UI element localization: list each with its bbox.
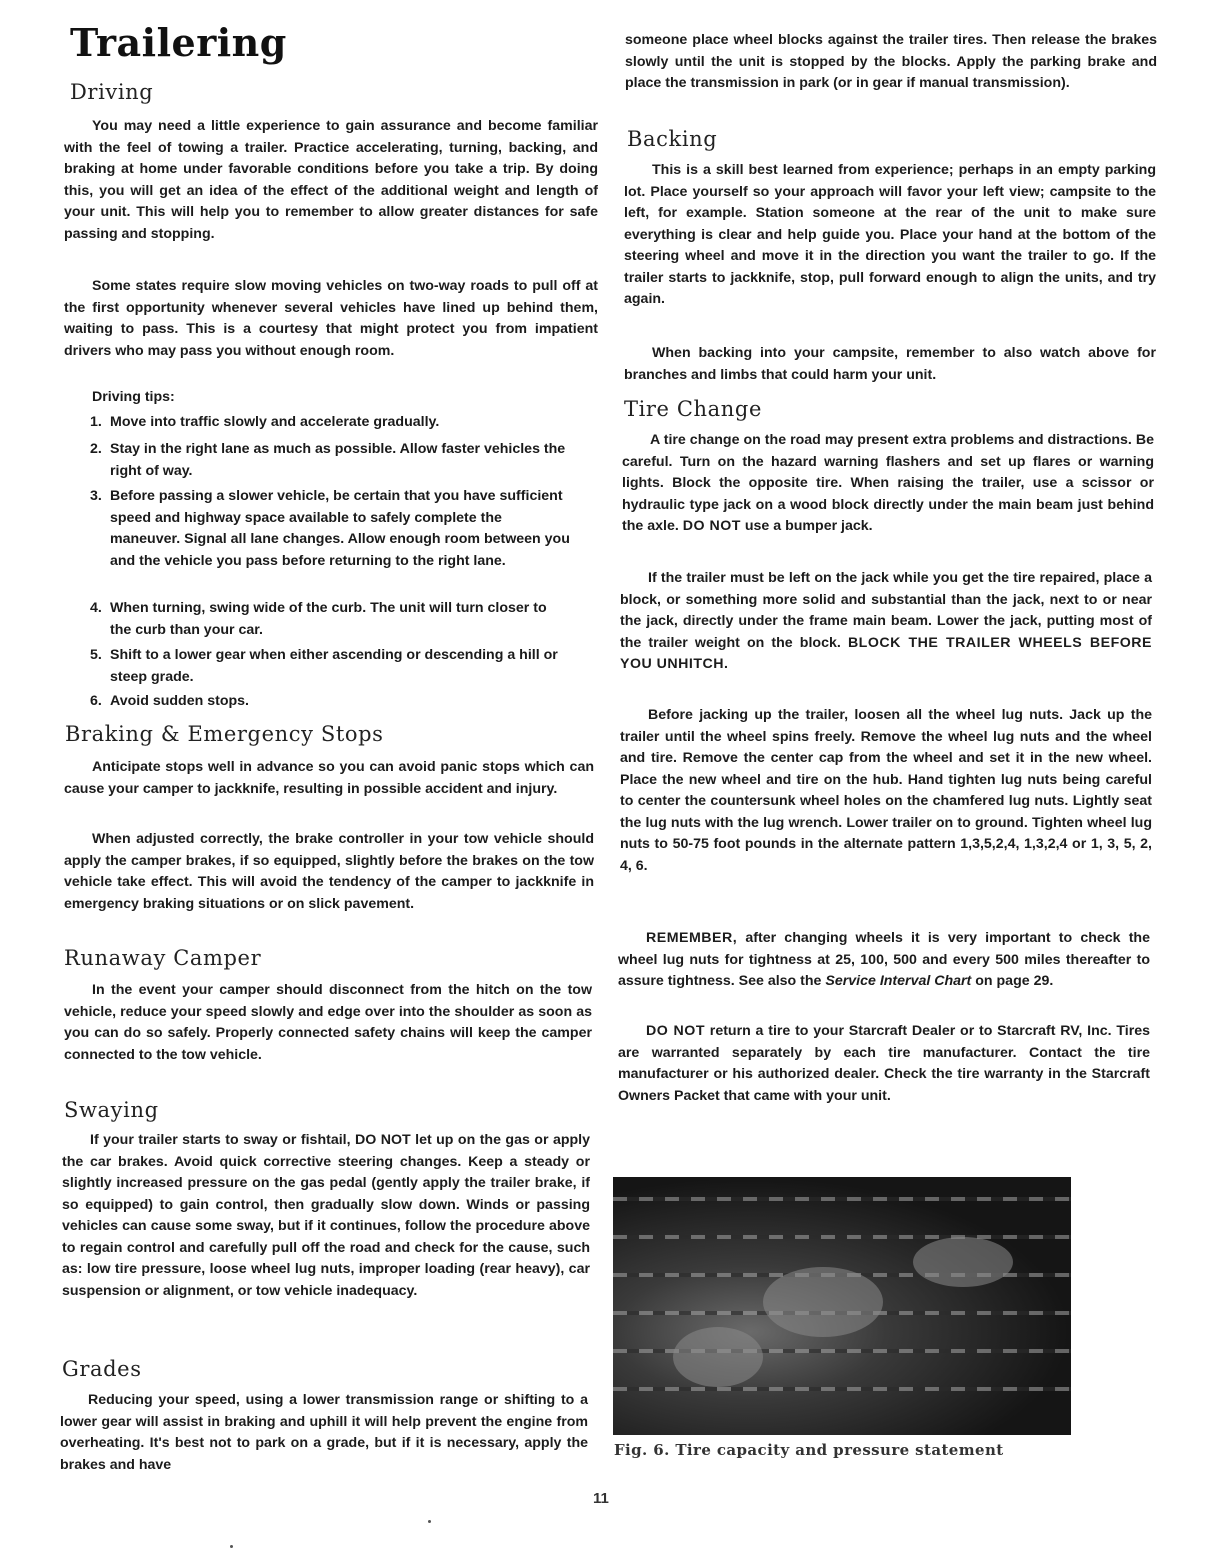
- figure-caption: Fig. 6. Tire capacity and pressure statement: [614, 1441, 1004, 1459]
- swaying-paragraph: If your trailer starts to sway or fishtail, DO NOT let up on the gas or apply the car brakes. Avoid quick corrective steering changes. Keep a steady or slightly increased pressure on the gas pedal (gently apply the trailer brake, if so equipped) to gain control, then gradually slow down. Winds or passing vehicles can cause some sway, but if it continues, follow the procedure above to regain control and carefully pull off the road and check for the cause, such as: low tire pressure, loose wheel lug nuts, improper loading (rear heavy), car suspension or alignment, or tow vehicle inadequacy.: [62, 1132, 590, 1299]
- tip-text: Avoid sudden stops.: [110, 693, 249, 709]
- tire-change-p2-text: If the trailer must be left on the jack while you get the tire repaired, place a block, or something more solid and substantial than the jack, next to or near the jack, directly under the frame main beam. Lower the jack, putting most of the trailer weight on the block.: [620, 570, 1152, 651]
- tire-change-paragraph-4: [618, 928, 1150, 993]
- driving-tip-5: [90, 645, 570, 688]
- tire-change-p1-text: A tire change on the road may present extra problems and distractions. Be careful. Turn on the hazard warning flashers and set up flares or warning lights. Block the opposite tire. When raising the trailer, use a scissor or hydraulic type jack on a wood block directly under the main beam just behind the axle.: [622, 432, 1154, 534]
- driving-tip-6: [90, 691, 570, 713]
- tire-change-paragraph-2: [620, 568, 1152, 676]
- remember-emphasis: REMEMBER,: [646, 930, 738, 946]
- grades-continued-paragraph: someone place wheel blocks against the trailer tires. Then release the brakes slowly until the unit is stopped by the blocks. Apply the parking brake and place the transmission in park (or in gear if manual transmission).: [625, 32, 1157, 91]
- tip-number: 6.: [90, 693, 102, 709]
- driving-tip-3: [90, 486, 572, 572]
- tip-text: Move into traffic slowly and accelerate gradually.: [110, 414, 440, 430]
- driving-paragraph-1: You may need a little experience to gain assurance and become familiar with the feel of towing a trailer. Practice accelerating, turning, backing, and braking at home under favorable conditions before you take a trip. By doing this, you will get an idea of the effect of the additional weight and length of your unit. This will help you to remember to allow greater distances for safe passing and stopping.: [64, 118, 598, 242]
- tip-number: 5.: [90, 647, 102, 663]
- braking-paragraph-2: When adjusted correctly, the brake controller in your tow vehicle should apply the camper brakes, if so equipped, slightly before the brakes on the tow vehicle take effect. This will avoid the tendency of the camper to jackknife in emergency braking situations or on slick pavement.: [64, 831, 594, 912]
- driving-tip-1: [90, 412, 570, 434]
- driving-tip-2: [90, 439, 570, 482]
- heading-braking: Braking & Emergency Stops: [65, 722, 384, 746]
- tip-text: Stay in the right lane as much as possible. Allow faster vehicles the right of way.: [110, 441, 566, 479]
- driving-tips-heading: Driving tips:: [92, 389, 175, 405]
- heading-runaway: Runaway Camper: [64, 946, 262, 970]
- tip-number: 4.: [90, 600, 102, 616]
- tip-text: When turning, swing wide of the curb. The unit will turn closer to the curb than your car.: [110, 600, 547, 638]
- heading-backing: Backing: [627, 127, 718, 151]
- tire-change-p4-text: after changing wheels it is very important to check the wheel lug nuts for tightness at 25, 100, 500 and every 500 miles thereafter to assure tightness. See also the: [618, 930, 1150, 989]
- scan-speck: [230, 1545, 233, 1548]
- page-title: Trailering: [70, 20, 287, 65]
- heading-swaying: Swaying: [64, 1098, 159, 1122]
- tire-change-p4-end: on page 29.: [975, 973, 1054, 989]
- tip-number: 1.: [90, 414, 102, 430]
- tire-change-p1-end: use a bumper jack.: [744, 518, 873, 534]
- scan-speck: [428, 1520, 431, 1523]
- driving-paragraph-2: Some states require slow moving vehicles on two-way roads to pull off at the first opportunity whenever several vehicles have lined up behind them, waiting to pass. This is a courtesy that might protect you from impatient drivers who may pass you without enough room.: [64, 278, 598, 359]
- tip-text: Before passing a slower vehicle, be certain that you have sufficient speed and highway space available to safely complete the maneuver. Signal all lane changes. Allow enough room between you and the vehicle you pass before returning to the right lane.: [110, 488, 570, 569]
- driving-tip-4: [90, 598, 570, 641]
- tip-number: 2.: [90, 441, 102, 457]
- heading-tire-change: Tire Change: [624, 397, 762, 421]
- backing-paragraph-2: When backing into your campsite, remember to also watch above for branches and limbs that could harm your unit.: [624, 345, 1156, 383]
- backing-paragraph-1: This is a skill best learned from experience; perhaps in an empty parking lot. Place yourself so your approach will favor your left view; campsite to the left, for example. Station someone at the rear of the unit to make sure everything is clear and help guide you. Place your hand at the bottom of the steering wheel and move it in the direction you want the trailer to go. If the trailer starts to jackknife, stop, pull forward enough to align the units, and try again.: [624, 162, 1156, 307]
- heading-grades: Grades: [62, 1357, 142, 1381]
- tip-text: Shift to a lower gear when either ascending or descending a hill or steep grade.: [110, 647, 558, 685]
- tip-number: 3.: [90, 488, 102, 504]
- braking-paragraph-1: Anticipate stops well in advance so you can avoid panic stops which can cause your camper to jackknife, resulting in possible accident and injury.: [64, 759, 594, 797]
- service-interval-chart-reference: Service Interval Chart: [825, 973, 972, 989]
- heading-driving: Driving: [70, 80, 154, 104]
- runaway-paragraph: In the event your camper should disconnect from the hitch on the tow vehicle, reduce your speed slowly and edge over into the shoulder as soon as you can do so safely. Properly connected safety chains will keep the camper connected to the tow vehicle.: [64, 982, 592, 1063]
- do-not-emphasis: DO NOT: [646, 1023, 706, 1039]
- do-not-emphasis: DO NOT: [682, 518, 741, 534]
- block-wheels-warning: BLOCK THE TRAILER WHEELS BEFORE YOU UNHITCH.: [620, 634, 1152, 672]
- page-number: 11: [593, 1490, 609, 1507]
- tire-change-paragraph-3: Before jacking up the trailer, loosen all the wheel lug nuts. Jack up the trailer until the wheel spins freely. Remove the wheel lug nuts and the wheel and tire. Remove the center cap from the wheel and set it in the new wheel. Place the new wheel and tire on the hub. Hand tighten lug nuts being careful to center the countersunk wheel holes on the chamfered lug nuts. Lightly seat the lug nuts with the lug wrench. Lower trailer on to ground. Tighten wheel lug nuts to 50-75 foot pounds in the alternate pattern 1,3,5,2,4, 1,3,2,4 or 1, 3, 5, 2, 4, 6.: [620, 707, 1152, 874]
- tire-photo: [613, 1177, 1071, 1435]
- tire-change-paragraph-5: [618, 1021, 1150, 1107]
- tire-change-paragraph-1: [622, 430, 1154, 538]
- tire-change-p5-text: return a tire to your Starcraft Dealer or to Starcraft RV, Inc. Tires are warranted separately by each tire manufacturer. Contact the tire manufacturer or his authorized dealer. Check the tire warranty in the Starcraft Owners Packet that came with your unit.: [618, 1023, 1150, 1104]
- grades-paragraph: Reducing your speed, using a lower transmission range or shifting to a lower gear will assist in braking and uphill it will help prevent the engine from overheating. It's best not to park on a grade, but if it is necessary, apply the brakes and have: [60, 1392, 588, 1473]
